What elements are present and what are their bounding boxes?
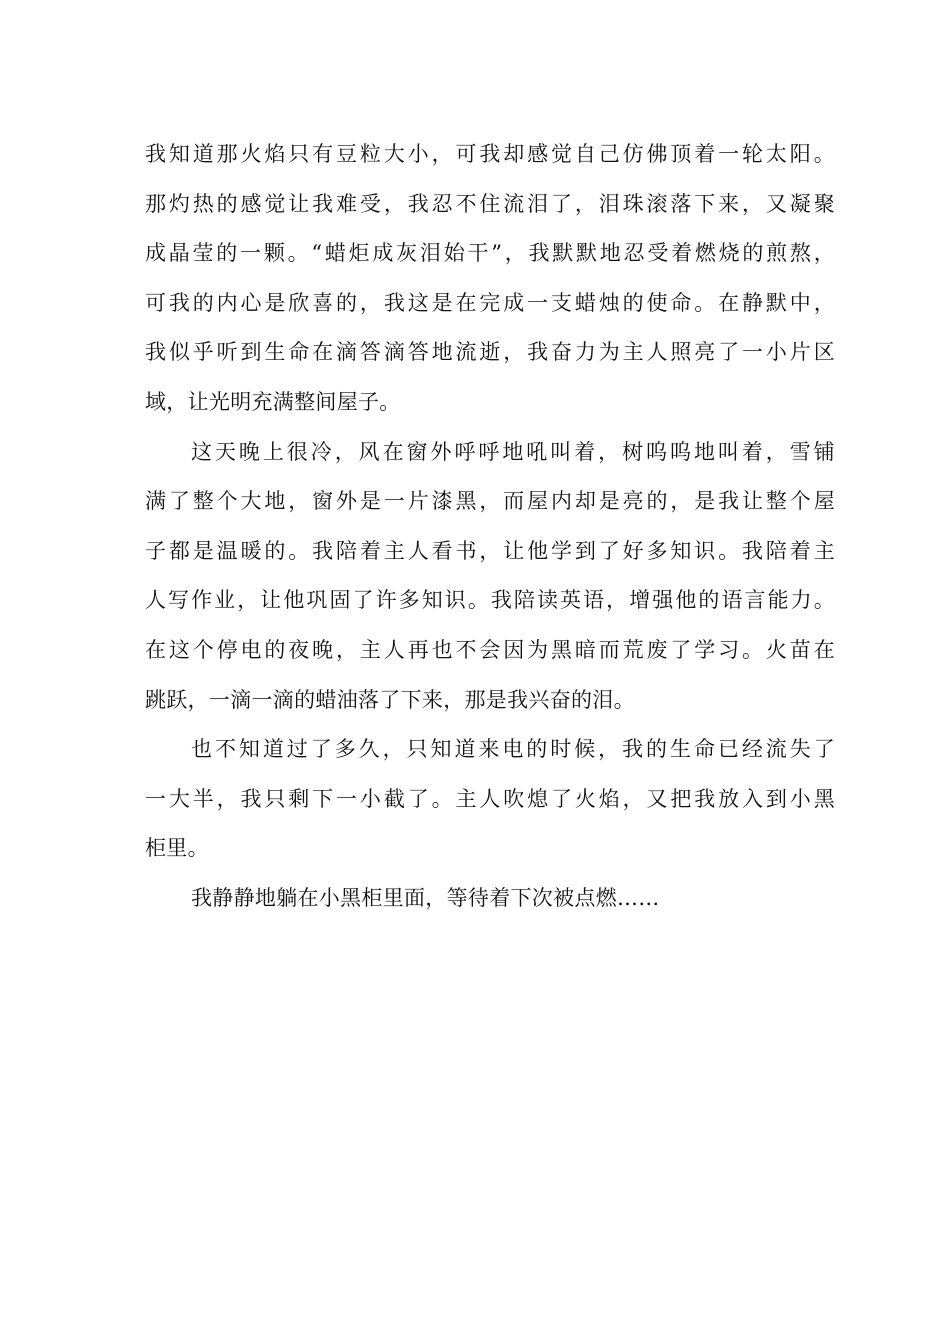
document-body [145,130,835,924]
text-line: 我似乎听到生命在滴答滴答地流逝，我奋力为主人照亮了一小片区 [145,340,835,365]
text-line: 跳跃，一滴一滴的蜡油落了下来，那是我兴奋的泪。 [145,687,635,712]
text-line: 子都是温暖的。我陪着主人看书，让他学到了好多知识。我陪着主 [145,538,835,563]
paragraph-4 [145,874,835,924]
text-line: 一大半，我只剩下一小截了。主人吹熄了火焰，又把我放入到小黑 [145,786,835,811]
text-line: 满了整个大地，窗外是一片漆黑，而屋内却是亮的，是我让整个屋 [145,489,835,514]
paragraph-1 [145,130,835,428]
text-line: 成晶莹的一颗。“蜡炬成灰泪始干”，我默默地忍受着燃烧的煎熬， [145,241,835,266]
text-line: 柜里。 [145,836,209,861]
text-line: 可我的内心是欣喜的，我这是在完成一支蜡烛的使命。在静默中， [145,290,835,315]
text-line: 在这个停电的夜晚，主人再也不会因为黑暗而荒废了学习。火苗在 [145,637,835,662]
text-line: 人写作业，让他巩固了许多知识。我陪读英语，增强他的语言能力。 [145,588,835,613]
paragraph-3 [145,725,835,874]
text-line: 那灼热的感觉让我难受，我忍不住流泪了，泪珠滚落下来，又凝聚 [145,191,835,216]
text-line: 域，让光明充满整间屋子。 [145,389,401,414]
text-line: 我知道那火焰只有豆粒大小，可我却感觉自己仿佛顶着一轮太阳。 [145,142,835,166]
paragraph-2 [145,428,835,726]
text-line: 我静静地躺在小黑柜里面，等待着下次被点燃…… [191,885,660,910]
text-line: 也不知道过了多久，只知道来电的时候，我的生命已经流失了 [191,737,835,762]
text-line: 这天晚上很冷，风在窗外呼呼地吼叫着，树呜呜地叫着，雪铺 [191,439,835,464]
